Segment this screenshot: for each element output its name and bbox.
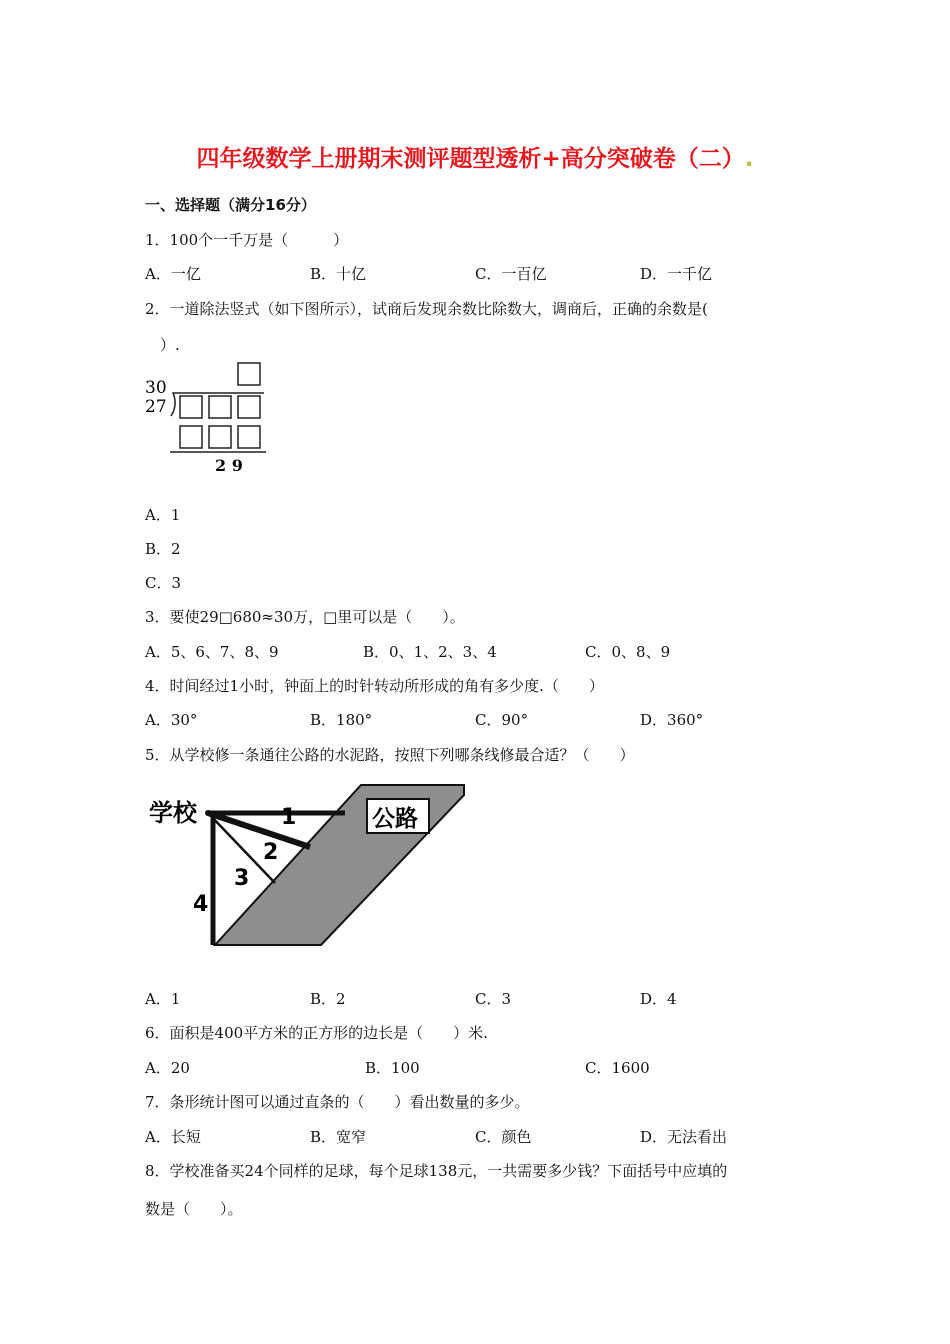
q6-option-b: B．100 [365, 1059, 420, 1077]
q4-option-b: B．180° [310, 711, 373, 729]
question-6: 6．面积是400平方米的正方形的边长是（ ）米. [145, 1024, 488, 1042]
division-top-number: 30 [145, 378, 167, 398]
digit-box [238, 426, 260, 448]
digit-box [209, 396, 231, 418]
q7-option-d: D．无法看出 [640, 1128, 728, 1146]
q5-option-b: B．2 [310, 990, 346, 1008]
line-label-3: 3 [234, 866, 250, 891]
q2-option-c: C．3 [145, 574, 182, 592]
line-label-4: 4 [193, 892, 209, 917]
section-heading: 一、选择题（满分16分） [145, 196, 316, 214]
q6-option-a: A．20 [145, 1059, 190, 1077]
q5-option-a: A．1 [145, 990, 181, 1008]
division-divisor: 27 [145, 397, 167, 417]
page-title: 四年级数学上册期末测评题型透析+高分突破卷（二）. [196, 146, 754, 172]
q7-option-b: B．宽窄 [310, 1128, 367, 1146]
q4-option-c: C．90° [475, 711, 529, 729]
q1-option-a: A．一亿 [145, 265, 201, 283]
q3-option-c: C．0、8、9 [585, 643, 671, 661]
question-2: 2．一道除法竖式（如下图所示），试商后发现余数比除数大，调商后，正确的余数是( [145, 300, 708, 318]
digit-box [180, 426, 202, 448]
question-1: 1．100个一千万是（ ） [145, 231, 349, 249]
q1-option-d: D．一千亿 [640, 265, 713, 283]
division-remainder: 2 9 [215, 456, 243, 475]
q3-option-a: A．5、6、7、8、9 [145, 643, 279, 661]
line-label-1: 1 [281, 805, 297, 830]
q1-option-c: C．一百亿 [475, 265, 547, 283]
division-figure [140, 360, 280, 480]
school-label: 学校 [149, 799, 197, 827]
q2-option-b: B．2 [145, 540, 181, 558]
digit-box [209, 426, 231, 448]
question-7: 7．条形统计图可以通过直条的（ ）看出数量的多少。 [145, 1093, 530, 1111]
q4-option-d: D．360° [640, 711, 704, 729]
quotient-box [238, 363, 260, 385]
q3-option-b: B．0、1、2、3、4 [363, 643, 497, 661]
road-label: 公路 [372, 806, 418, 832]
q7-option-a: A．长短 [145, 1128, 201, 1146]
question-3: 3．要使29□680≈30万，□里可以是（ ）。 [145, 608, 465, 626]
q6-option-c: C．1600 [585, 1059, 650, 1077]
school-road-figure [145, 783, 470, 948]
question-8: 8．学校准备买24个同样的足球，每个足球138元，一共需要多少钱？下面括号中应填的 [145, 1162, 728, 1180]
q4-option-a: A．30° [145, 711, 198, 729]
question-5: 5．从学校修一条通往公路的水泥路，按照下列哪条线修最合适？（ ） [145, 746, 635, 764]
q5-option-c: C．3 [475, 990, 512, 1008]
q5-option-d: D．4 [640, 990, 677, 1008]
digit-box [238, 396, 260, 418]
q2-option-a: A．1 [145, 506, 181, 524]
question-2-cont: ）. [145, 336, 180, 354]
question-4: 4．时间经过1小时，钟面上的时针转动所形成的角有多少度.（ ） [145, 677, 604, 695]
q1-option-b: B．十亿 [310, 265, 367, 283]
question-8-cont: 数是（ ）。 [145, 1200, 243, 1218]
digit-box [180, 396, 202, 418]
line-label-2: 2 [263, 840, 279, 865]
q7-option-c: C．颜色 [475, 1128, 532, 1146]
